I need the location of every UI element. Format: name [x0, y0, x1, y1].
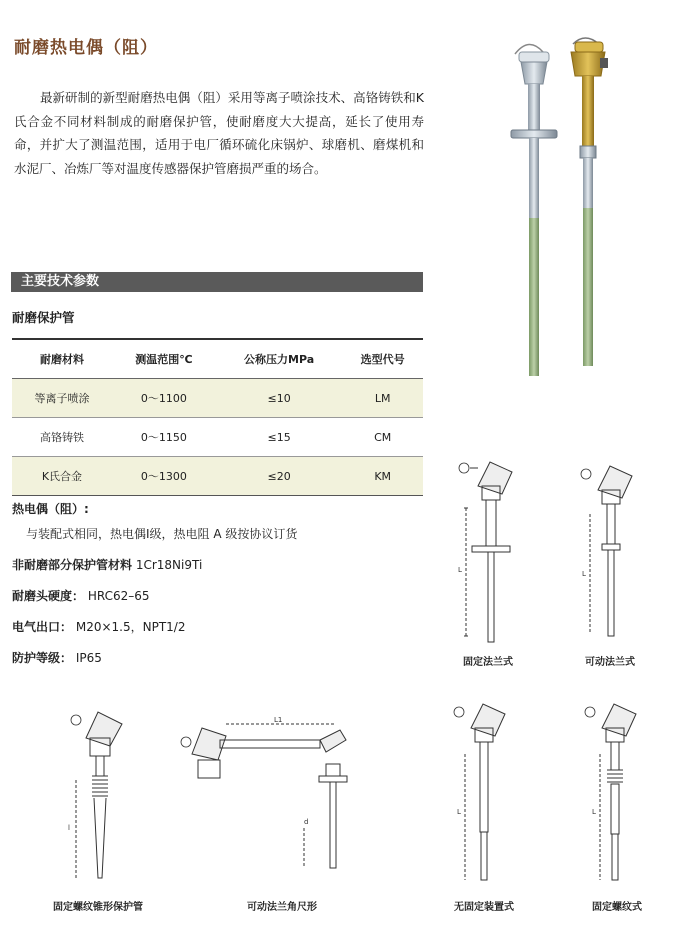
- caption-no-fixing: 无固定装置式: [454, 902, 514, 913]
- params-table: [12, 338, 423, 496]
- caption-fixed-thread: 固定螺纹式: [592, 902, 642, 913]
- thermo-label: 热电偶（阻）:: [12, 502, 89, 516]
- table-cell: K氏合金: [12, 457, 112, 496]
- table-cell: 等离子喷涂: [12, 379, 112, 418]
- spec-value: 1Cr18Ni9Ti: [135, 558, 203, 572]
- spec-hardness: [12, 587, 432, 604]
- intro-paragraph: 最新研制的新型耐磨热电偶（阻）采用等离子喷涂技术、高铬铸铁和K氏合金不同材料制成的耐磨保护管，使耐磨度大大提高，延长了使用寿命，并扩大了测温范围，适用于电厂循环硫化床锅炉、球磨机、磨煤机和水泥厂、冶炼厂等对温度传感器保护管磨损严重的场合。: [14, 90, 424, 176]
- section-header-tech-params: 主要技术参数: [11, 272, 423, 292]
- dim-label: L: [457, 808, 461, 816]
- table-cell: KM: [342, 457, 423, 496]
- table-row: [12, 457, 423, 496]
- spec-value: M20×1.5，NPT1/2: [75, 620, 186, 634]
- dim-label: l: [68, 824, 70, 832]
- spec-value: IP65: [75, 651, 102, 665]
- table-cell: 0～1150: [112, 418, 216, 457]
- spec-label: 非耐磨部分保护管材料: [12, 558, 133, 572]
- caption-fixed-thread-taper: 固定螺纹锥形保护管: [53, 902, 143, 913]
- spec-label: 电气出口：: [12, 620, 73, 634]
- page-title: 耐磨热电偶（阻）: [14, 38, 158, 58]
- dim-label: L: [592, 808, 596, 816]
- table-cell: ≤10: [216, 379, 342, 418]
- spec-electric: [12, 618, 432, 635]
- spec-value: HRC62–65: [87, 589, 150, 603]
- product-photo: [495, 36, 635, 381]
- caption-movable-flange: 可动法兰式: [585, 657, 635, 668]
- caption-movable-flange-angle: 可动法兰角尺形: [247, 902, 317, 913]
- spec-non-wear: [12, 556, 432, 573]
- dim-label: d: [304, 818, 309, 826]
- thermo-text: 与装配式相同，热电偶Ⅰ级，热电阻 A 级按协议订货: [26, 527, 298, 541]
- spec-label: 耐磨头硬度：: [12, 589, 85, 603]
- table-cell: ≤20: [216, 457, 342, 496]
- table-cell: 高铬铸铁: [12, 418, 112, 457]
- spec-label: 防护等级：: [12, 651, 73, 665]
- dim-label: L: [582, 570, 586, 578]
- diagram-fixed-thread-taper: [64, 700, 144, 890]
- diagram-fixed-flange: [448, 452, 528, 652]
- diagram-fixed-thread: [578, 694, 658, 890]
- subsection-title: 耐磨保护管: [12, 310, 75, 325]
- table-header: 选型代号: [342, 339, 423, 379]
- dim-label: L: [458, 566, 462, 574]
- table-cell: LM: [342, 379, 423, 418]
- table-cell: ≤15: [216, 418, 342, 457]
- spec-list: [12, 500, 432, 674]
- table-header: 耐磨材料: [12, 339, 112, 379]
- table-row: [12, 418, 423, 457]
- caption-fixed-flange: 固定法兰式: [463, 657, 513, 668]
- diagram-movable-flange: [572, 458, 652, 648]
- table-header-row: [12, 339, 423, 379]
- table-header: 公称压力MPa: [216, 339, 342, 379]
- spec-protection: [12, 649, 432, 666]
- diagram-movable-flange-angle: [176, 710, 376, 885]
- table-row: [12, 379, 423, 418]
- dim-label: L1: [274, 716, 283, 724]
- table-cell: CM: [342, 418, 423, 457]
- table-cell: 0～1300: [112, 457, 216, 496]
- table-header: 测温范围℃: [112, 339, 216, 379]
- table-cell: 0～1100: [112, 379, 216, 418]
- diagram-no-fixing: [445, 694, 525, 890]
